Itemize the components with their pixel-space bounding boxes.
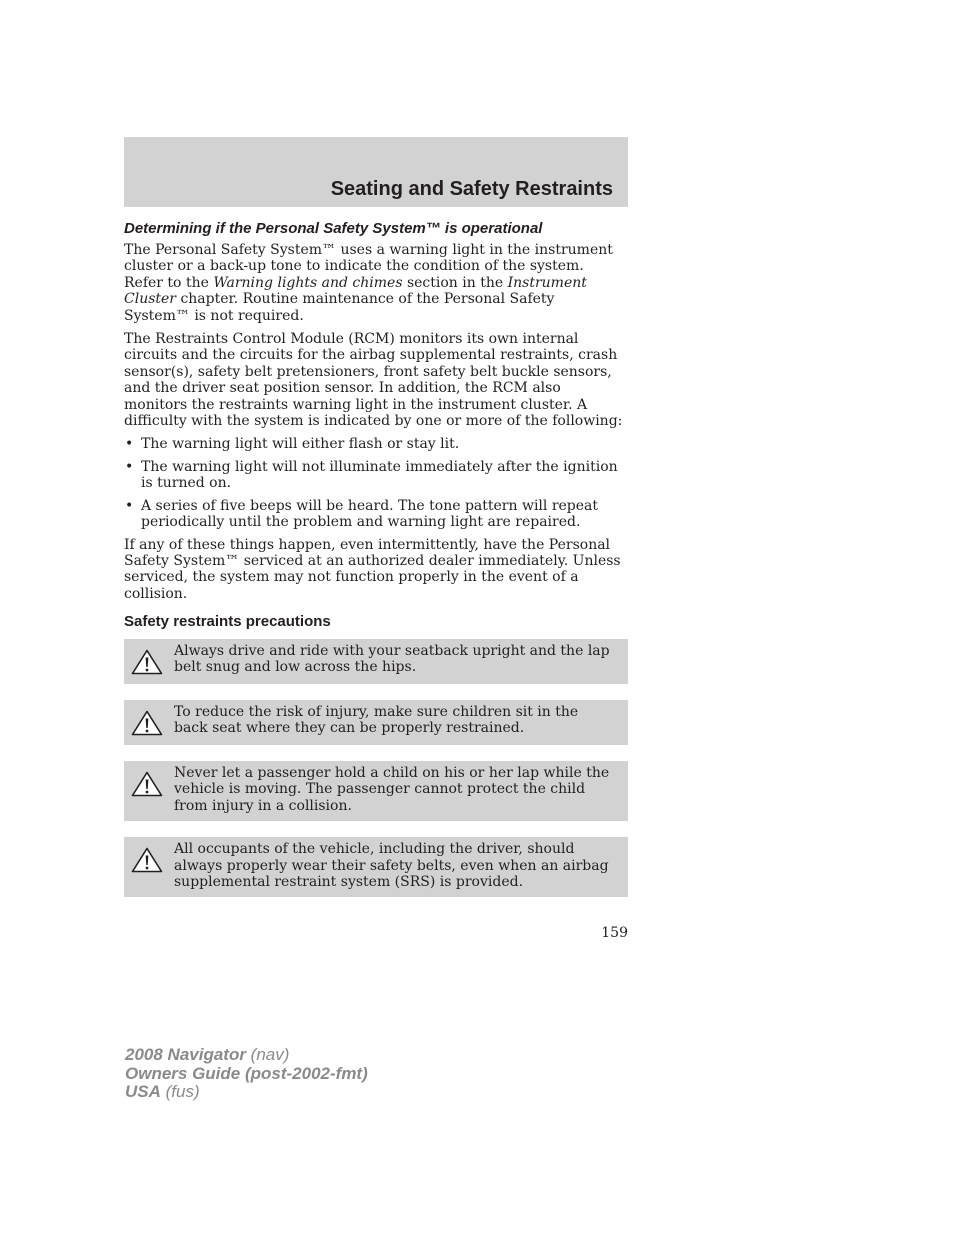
footer-model-code: (nav) bbox=[245, 1045, 290, 1064]
list-item-text: A series of five beeps will be heard. The tone pattern will repeat periodically until the problem and warning light are repaired. bbox=[141, 497, 599, 531]
warning-text: To reduce the risk of injury, make sure children sit in the back seat where they can be properly restrained. bbox=[174, 704, 579, 737]
warning-box bbox=[124, 700, 628, 745]
warning-text: Never let a passenger hold a child on his or her lap while the vehicle is moving. The passenger cannot protect the child from injury in a collision. bbox=[174, 765, 610, 814]
warning-text: All occupants of the vehicle, including the driver, should always properly wear their safety belts, even when an airbag supplemental restraint system (SRS) is provided. bbox=[174, 841, 609, 891]
text-run: chapter. Routine maintenance of the Personal Safety System™ is not required. bbox=[124, 291, 555, 324]
footer-market-code: (fus) bbox=[160, 1082, 200, 1101]
reference-instrument-cluster: Instrument Cluster bbox=[124, 274, 587, 308]
footer-model: 2008 Navigator bbox=[125, 1045, 246, 1064]
document-footer bbox=[125, 1046, 368, 1102]
text-run: The Personal Safety System™ uses a warning light in the instrument cluster or a back-up tone to indicate the condition of the system. Refer to the bbox=[124, 242, 613, 291]
footer-line-model bbox=[125, 1046, 368, 1065]
warning-list bbox=[124, 639, 628, 913]
paragraph-pss-intro bbox=[124, 242, 624, 324]
warning-triangle-icon bbox=[131, 847, 163, 873]
symptom-list bbox=[124, 436, 624, 530]
warning-triangle-icon bbox=[131, 710, 163, 736]
list-item-text: The warning light will not illuminate immediately after the ignition is turned on. bbox=[141, 458, 618, 492]
paragraph-service: If any of these things happen, even intermittently, have the Personal Safety System™ serviced at an authorized dealer immediately. Unless serviced, the system may not function properly in the event of a collision. bbox=[124, 536, 621, 602]
list-item bbox=[124, 436, 624, 452]
main-content bbox=[124, 219, 624, 639]
bullet-icon: • bbox=[125, 458, 134, 475]
warning-box bbox=[124, 761, 628, 821]
warning-box bbox=[124, 639, 628, 684]
warning-triangle-icon bbox=[131, 771, 163, 797]
warning-triangle-icon bbox=[131, 649, 163, 675]
list-item bbox=[124, 459, 624, 492]
bullet-icon: • bbox=[125, 436, 134, 453]
text-run: section in the bbox=[402, 274, 508, 291]
footer-guide: Owners Guide (post-2002-fmt) bbox=[125, 1063, 368, 1083]
chapter-header-band bbox=[124, 137, 628, 207]
list-item-text: The warning light will either flash or stay lit. bbox=[141, 436, 460, 453]
chapter-title: Seating and Safety Restraints bbox=[330, 178, 613, 200]
footer-line-market bbox=[125, 1083, 368, 1102]
page-number: 159 bbox=[601, 925, 628, 941]
list-item bbox=[124, 498, 624, 531]
paragraph-rcm: The Restraints Control Module (RCM) monitors its own internal circuits and the circuits for the airbag supplemental restraints, crash sensor(s), safety belt pretensioners, front safety belt buckle sensors, and the driver seat position sensor. In addition, the RCM also monitors the restraints warning light in the instrument cluster. A difficulty with the system is indicated by one or more of the following: bbox=[124, 331, 623, 430]
footer-line-guide bbox=[125, 1065, 368, 1084]
footer-market: USA bbox=[125, 1082, 161, 1101]
warning-box bbox=[124, 837, 628, 897]
section-heading-precautions: Safety restraints precautions bbox=[124, 613, 331, 631]
warning-text: Always drive and ride with your seatback upright and the lap belt snug and low across the hips. bbox=[174, 643, 610, 676]
reference-warning-lights: Warning lights and chimes bbox=[213, 274, 403, 291]
bullet-icon: • bbox=[125, 497, 134, 514]
section-heading-operational: Determining if the Personal Safety System™ is operational bbox=[124, 220, 543, 237]
